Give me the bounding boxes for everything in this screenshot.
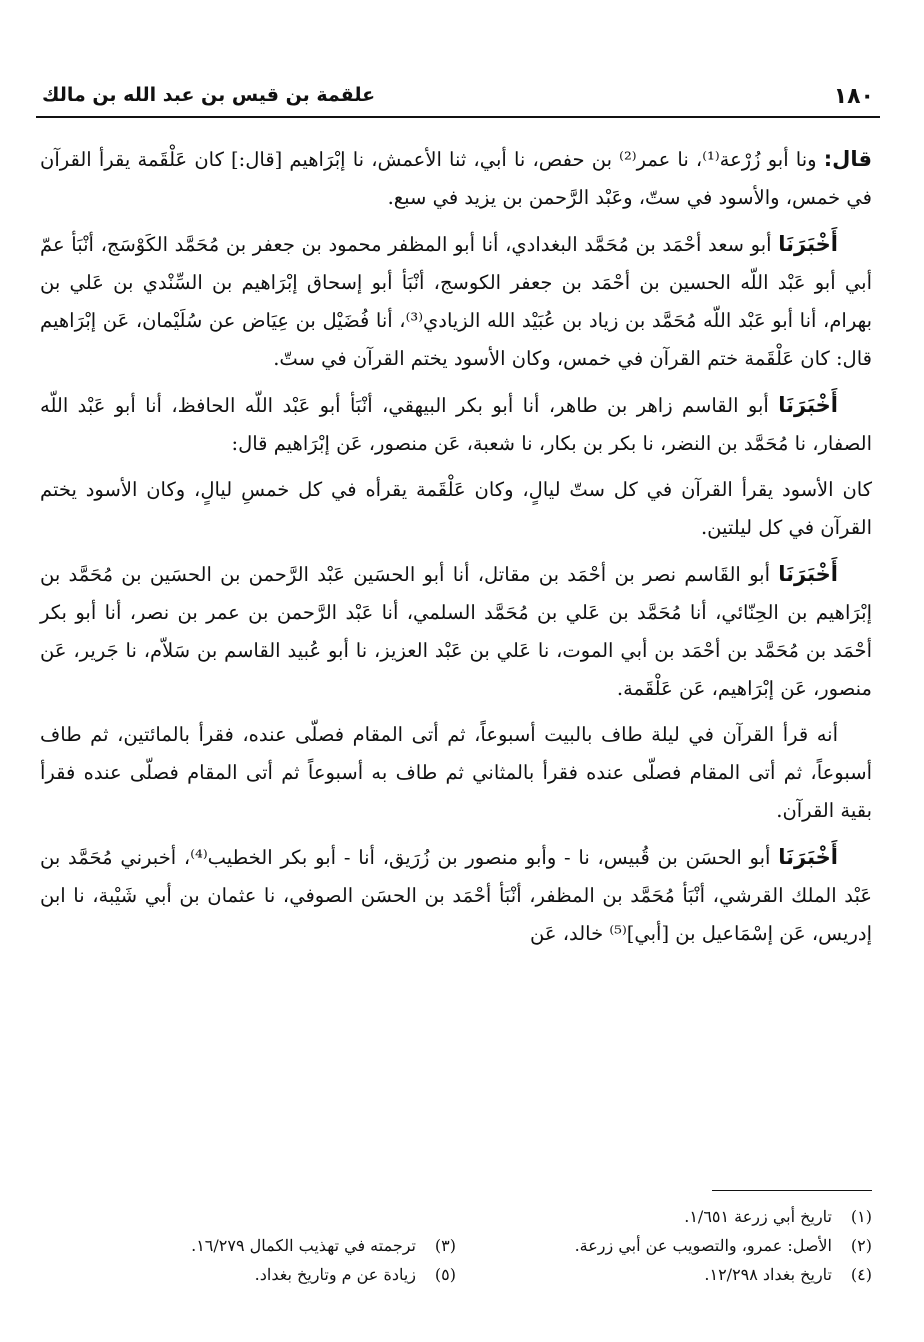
paragraph [40,471,872,547]
paragraph-text: أبو القَاسم نصر بن أحْمَد بن مقاتل، أنا أبو الحسَين عَبْد الرَّحمن بن الحسَين بن مُحَمَّد بن إبْرَاهيم بن الحِنّائي، أنا مُحَمَّد بن عَلي بن مُحَمَّد السلمي، أنا عَبْد الرَّحمن بن عمر بن نصر، أنا أبو بكر أحْمَد بن مُحَمَّد بن أحْمَد بن أبي الموت، نا عَلي بن عَبْد العزيز، نا أبو عُبيد القاسم بن سَلاّم، نا جَرير، عَن منصور، عَن إبْرَاهيم، عَن عَلْقَمة. [40,563,872,700]
footnote-text: تاريخ أبي زرعة ١/٦٥١. [684,1207,832,1226]
footnote-text: الأصل: عمرو، والتصويب عن أبي زرعة. [574,1236,832,1255]
footnote-spacer [40,1202,456,1231]
footnote-number: (٣) [434,1236,456,1255]
footnotes [40,1202,872,1289]
footnote-number: (٥) [434,1265,456,1284]
footnote-text: تاريخ بغداد ١٢/٢٩٨. [704,1265,832,1284]
paragraph-text: أبو سعد أحْمَد بن مُحَمَّد البغدادي، أنا أبو المظفر محمود بن جعفر بن مُحَمَّد الكَوْسَج، أنْبَأ عمّ أبي أبو عَبْد اللّه الحسين بن أحْمَد بن جعفر الكوسج، أنْبَأ أبو إسحاق إبْرَاهيم بن السِّنْدي بن عَلي بن بهرام، أنا أبو عَبْد اللّه مُحَمَّد بن زياد بن عُبَيْد الله الزيادي⁽³⁾، أنا فُضَيْل بن عِيَاض عن سُلَيْمان، عَن إبْرَاهيم قال: كان عَلْقَمة ختم القرآن في خمس، وكان الأسود يختم القرآن في ستّ. [40,233,872,370]
page-number: ١٨٠ [833,84,874,109]
lead-word: أَخْبَرَنَا [778,393,838,417]
footnote-row [40,1260,872,1289]
paragraph [40,838,872,953]
footnote-text: زيادة عن م وتاريخ بغداد. [254,1265,416,1284]
footnote-number: (٤) [850,1265,872,1284]
footnote-row [40,1202,872,1231]
paragraph [40,386,872,463]
paragraph [40,716,872,830]
lead-word: أَخْبَرَنَا [778,232,838,256]
main-text [40,140,872,961]
paragraph [40,555,872,708]
lead-word: قال: [823,147,873,171]
footnote-number: (٢) [850,1236,872,1255]
paragraph [40,225,872,378]
lead-word: أَخْبَرَنَا [778,562,838,586]
footnote-5 [40,1260,456,1289]
paragraph [40,140,872,217]
paragraph-text: أنه قرأ القرآن في ليلة طاف بالبيت أسبوعاً، ثم أتى المقام فصلّى عنده، فقرأ بالمائتين، ثم طاف أسبوعاً، ثم أتى المقام فصلّى عنده فقرأ بالمثاني ثم طاف به أسبوعاً ثم أتى المقام فصلّى عنده فقرأ بقية القرآن. [40,723,872,822]
running-title: علقمة بن قيس بن عبد الله بن مالك [42,84,376,106]
footnote-1 [456,1202,872,1231]
paragraph-text: ونا أبو زُرْعة⁽¹⁾، نا عمر⁽²⁾ بن حفص، نا أبي، ثنا الأعمش، نا إبْرَاهيم [قال:] كان عَلْقَمة يقرأ القرآن في خمس، والأسود في ستّ، وعَبْد الرَّحمن بن يزيد في سبع. [40,148,872,209]
footnote-2 [456,1231,872,1260]
footnote-row [40,1231,872,1260]
paragraph-text: أبو القاسم زاهر بن طاهر، أنا أبو بكر البيهقي، أنْبَأ أبو عَبْد اللّه الحافظ، أنا أبو عَبْد اللّه الصفار، نا مُحَمَّد بن النضر، نا بكر بن بكار، نا شعبة، عَن منصور، عَن إبْرَاهيم قال: [40,394,872,455]
footnote-4 [456,1260,872,1289]
footnote-3 [40,1231,456,1260]
footnote-separator [712,1190,872,1191]
lead-word: أَخْبَرَنَا [778,845,838,869]
page-header [36,80,880,118]
footnote-text: ترجمته في تهذيب الكمال ١٦/٢٧٩. [191,1236,416,1255]
paragraph-text: كان الأسود يقرأ القرآن في كل ستّ ليالٍ، وكان عَلْقَمة يقرأه في كل خمسِ ليالٍ، وكان الأسود يختم القرآن في كل ليلتين. [40,478,872,539]
paragraph-text: أبو الحسَن بن قُبيس، نا - وأبو منصور بن زُرَيق، أنا - أبو بكر الخطيب⁽⁴⁾، أخبرني مُحَمَّد بن عَبْد الملك القرشي، أنْبَأ مُحَمَّد بن المظفر، أنْبَأ أحْمَد بن الحسَن الصوفي، نا عثمان بن أبي شَيْبة، نا ابن إدريس، عَن إسْمَاعيل بن [أبي]⁽⁵⁾ خالد، عَن [40,846,872,945]
footnote-number: (١) [850,1207,872,1226]
